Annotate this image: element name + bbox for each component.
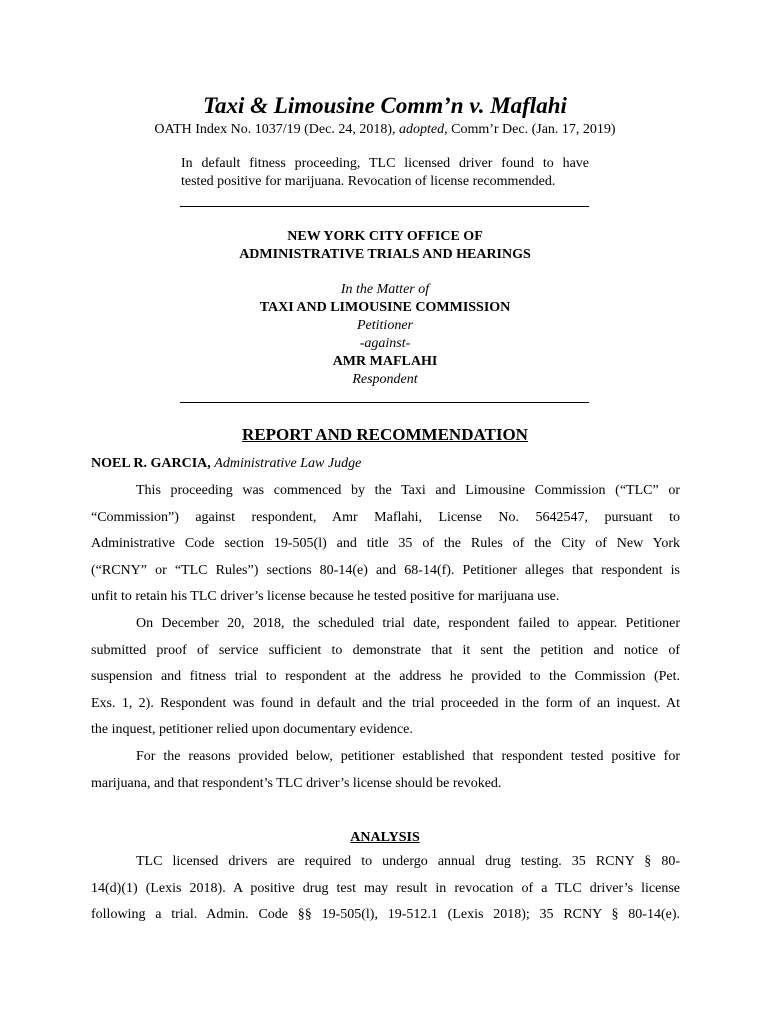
index-suffix: , Comm’r Dec. (Jan. 17, 2019) bbox=[444, 122, 616, 137]
index-prefix: OATH Index No. 1037/19 (Dec. 24, 2018), bbox=[154, 122, 399, 137]
paragraph-line: Exs. 1, 2). Respondent was found in default and the trial proceeded in the form of an inquest. At bbox=[91, 695, 680, 711]
analysis-heading: ANALYSIS bbox=[350, 830, 420, 845]
paragraph-3 bbox=[91, 744, 680, 797]
judge-title: Administrative Law Judge bbox=[214, 456, 362, 471]
case-caption bbox=[0, 281, 770, 389]
paragraph-line: submitted proof of service sufficient to demonstrate that it sent the petition and notice of bbox=[91, 642, 680, 658]
paragraph-line: marijuana, and that respondent’s TLC driver’s license should be revoked. bbox=[91, 775, 502, 791]
paragraph-line: following a trial. Admin. Code §§ 19-505(l), 19-512.1 (Lexis 2018); 35 RCNY § 80-14(e). bbox=[91, 907, 680, 922]
petitioner-role: Petitioner bbox=[357, 318, 413, 333]
office-line-1: NEW YORK CITY OFFICE OF bbox=[287, 229, 483, 244]
paragraph-line: (“RCNY” or “TLC Rules”) sections 80-14(e) and 68-14(f). Petitioner alleges that respondent is bbox=[91, 562, 680, 578]
case-summary bbox=[181, 155, 589, 191]
respondent-name: AMR MAFLAHI bbox=[332, 354, 438, 369]
office-line-2: ADMINISTRATIVE TRIALS AND HEARINGS bbox=[239, 247, 531, 262]
respondent-role: Respondent bbox=[352, 372, 418, 387]
case-title: Taxi & Limousine Comm’n v. Maflahi bbox=[203, 93, 567, 118]
index-adopted: adopted bbox=[399, 122, 445, 137]
paragraph-line: For the reasons provided below, petitioner established that respondent tested positive for bbox=[136, 749, 680, 764]
summary-line: In default fitness proceeding, TLC licensed driver found to have bbox=[181, 156, 589, 171]
divider-top bbox=[180, 206, 589, 207]
paragraph-line: “Commission”) against respondent, Amr Maflahi, License No. 5642547, pursuant to bbox=[91, 509, 680, 525]
paragraph-line: suspension and fitness trial to respondent at the address he provided to the Commission (Pet. bbox=[91, 669, 680, 684]
oath-index-line bbox=[0, 121, 770, 139]
analysis-paragraph bbox=[91, 849, 680, 929]
paragraph-line: unfit to retain his TLC driver’s license because he tested positive for marijuana use. bbox=[91, 589, 560, 604]
paragraph-line: On December 20, 2018, the scheduled trial date, respondent failed to appear. Petitioner bbox=[136, 616, 680, 631]
office-name bbox=[0, 228, 770, 264]
paragraph-line: TLC licensed drivers are required to undergo annual drug testing. 35 RCNY § 80- bbox=[136, 854, 680, 869]
paragraph-line: Administrative Code section 19-505(l) and title 35 of the Rules of the City of New York bbox=[91, 536, 680, 551]
paragraph-line: the inquest, petitioner relied upon documentary evidence. bbox=[91, 722, 413, 737]
paragraph-line: 14(d)(1) (Lexis 2018). A positive drug test may result in revocation of a TLC driver’s license bbox=[91, 880, 680, 896]
judge-name: NOEL R. GARCIA, bbox=[91, 456, 211, 471]
petitioner-name: TAXI AND LIMOUSINE COMMISSION bbox=[259, 300, 511, 315]
judge-line bbox=[91, 455, 361, 473]
against-label: -against- bbox=[359, 336, 411, 351]
paragraph-2 bbox=[91, 611, 680, 744]
report-heading: REPORT AND RECOMMENDATION bbox=[242, 425, 528, 444]
paragraph-1 bbox=[91, 478, 680, 611]
matter-label: In the Matter of bbox=[340, 282, 430, 297]
paragraph-line: This proceeding was commenced by the Taxi and Limousine Commission (“TLC” or bbox=[136, 483, 680, 498]
summary-line: tested positive for marijuana. Revocation of license recommended. bbox=[181, 174, 556, 189]
divider-bottom bbox=[180, 402, 589, 403]
